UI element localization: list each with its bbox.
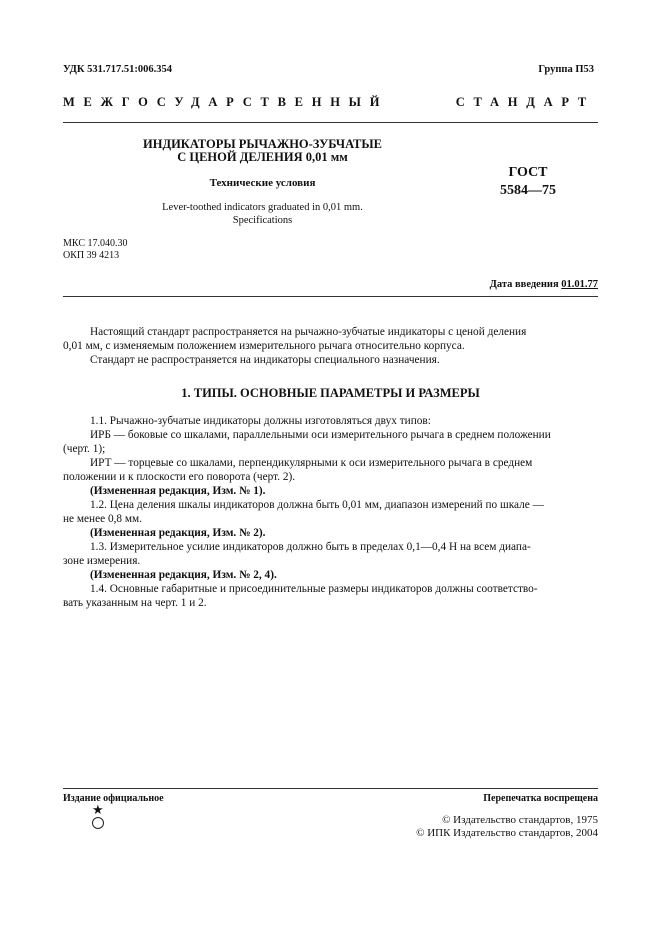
section-1-body — [63, 414, 598, 610]
introduction-date-label: Дата введения — [489, 279, 559, 290]
circle-icon — [92, 817, 104, 829]
clause-1-4-cont: вать указанным на черт. 1 и 2. — [63, 597, 207, 609]
english-title — [120, 201, 405, 227]
udk-code: УДК 531.717.51:006.354 — [63, 64, 172, 75]
document-subtitle: Технические условия — [209, 177, 316, 189]
type-irt-cont: положении и к плоскости его поворота (черт. 2). — [63, 471, 296, 483]
mks-code: МКС 17.040.30 — [63, 238, 128, 249]
intro-para-1a: Настоящий стандарт распространяется на рычажно-зубчатые индикаторы с ценой деления — [90, 326, 527, 338]
title-line-1: ИНДИКАТОРЫ РЫЧАЖНО-ЗУБЧАТЫЕ — [143, 137, 382, 151]
amendment-note-1: (Измененная редакция, Изм. № 1). — [90, 485, 266, 497]
clause-1-2: 1.2. Цена деления шкалы индикаторов должна быть 0,01 мм, диапазон измерений по шкале — — [90, 499, 544, 511]
type-irb: ИРБ — боковые со шкалами, параллельными оси измерительного рычага в среднем положении — [90, 429, 551, 441]
interstate-standard-heading: МЕЖГОСУДАРСТВЕННЫЙ СТАНДАРТ — [63, 95, 595, 109]
copyright-2004: © ИПК Издательство стандартов, 2004 — [416, 827, 598, 839]
classification-codes — [63, 238, 127, 262]
intro-para-2: Стандарт не распространяется на индикаторы специального назначения. — [90, 354, 440, 366]
intro-text — [63, 325, 598, 367]
gost-number: 5584—75 — [500, 183, 556, 198]
official-edition-label: Издание официальное — [63, 793, 164, 804]
introduction-date-value: 01.01.77 — [561, 279, 598, 290]
english-title-line-1: Lever-toothed indicators graduated in 0,01 mm. — [162, 202, 363, 213]
type-irt: ИРТ — торцевые со шкалами, перпендикулярными к оси измерительного рычага в среднем — [90, 457, 533, 469]
copyright-1975: © Издательство стандартов, 1975 — [442, 814, 598, 826]
footer-rule — [63, 788, 598, 789]
title-line-2: С ЦЕНОЙ ДЕЛЕНИЯ 0,01 мм — [177, 150, 348, 164]
clause-1-2-cont: не менее 0,8 мм. — [63, 513, 143, 525]
clause-1-3: 1.3. Измерительное усилие индикаторов должно быть в пределах 0,1—0,4 Н на всем диапа- — [90, 541, 531, 553]
document-title — [120, 138, 405, 164]
star-icon: ★ — [92, 802, 104, 817]
gost-designation — [485, 164, 571, 200]
copyright-block — [416, 814, 598, 840]
introduction-date — [490, 279, 598, 290]
clause-1-1: 1.1. Рычажно-зубчатые индикаторы должны изготовляться двух типов: — [90, 415, 431, 427]
gost-label: ГОСТ — [508, 165, 548, 180]
okp-code: ОКП 39 4213 — [63, 250, 120, 261]
amendment-note-2: (Измененная редакция, Изм. № 2). — [90, 527, 266, 539]
group-code: Группа П53 — [538, 64, 594, 75]
section-1-title: 1. ТИПЫ. ОСНОВНЫЕ ПАРАМЕТРЫ И РАЗМЕРЫ — [181, 386, 480, 400]
clause-1-3-cont: зоне измерения. — [63, 555, 141, 567]
intro-para-1b: 0,01 мм, с изменяемым положением измерительного рычага относительно корпуса. — [63, 340, 465, 352]
type-irb-cont: (черт. 1); — [63, 443, 106, 455]
amendment-note-3: (Измененная редакция, Изм. № 2, 4). — [90, 569, 277, 581]
clause-1-4: 1.4. Основные габаритные и присоединительные размеры индикаторов должны соответство- — [90, 583, 538, 595]
reprint-prohibited-label: Перепечатка воспрещена — [483, 793, 598, 804]
english-title-line-2: Specifications — [232, 215, 293, 226]
header-rule — [63, 122, 598, 123]
date-rule — [63, 296, 598, 297]
